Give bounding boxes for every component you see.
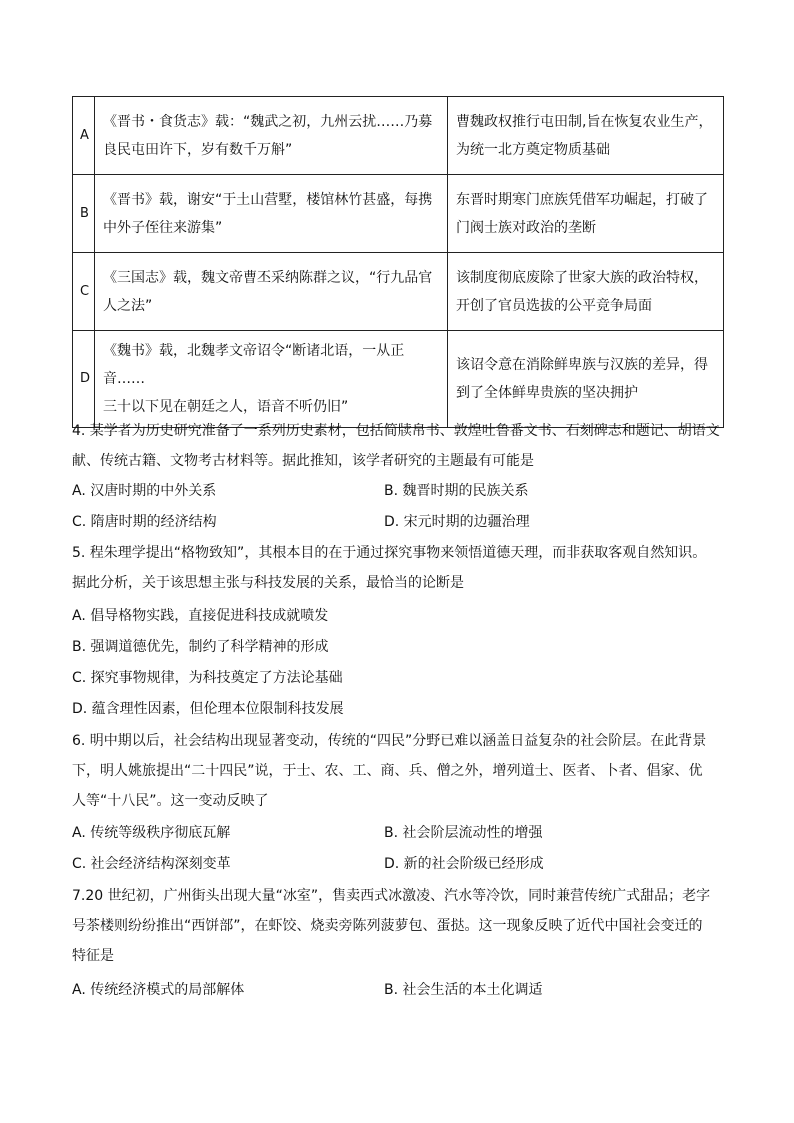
question-4-options-row-2	[72, 507, 726, 537]
row-letter: A	[73, 97, 95, 175]
question-5-option-b	[72, 632, 726, 662]
question-6-stem: 6. 明中期以后，社会结构出现显著变动，传统的“四民”分野已难以涵盖日益复杂的社会阶层。在此背景 下，明人姚旅提出“二十四民”说，于士、农、工、商、兵、僧之外，增列道士、医者、卜者、倡家、优 人等“十八民”。这一变动反映了	[72, 733, 707, 809]
question-5-option-d	[72, 694, 726, 724]
question-6-options-row-1	[72, 818, 726, 848]
option-d[interactable]: D. 宋元时期的边疆治理	[384, 514, 530, 530]
question-6-options-row-2	[72, 849, 726, 879]
source-cell: 《魏书》载，北魏孝文帝诏令“断诸北语，一从正音…… 三十以下见在朝廷之人，语音不听仍旧”	[95, 331, 448, 428]
option-d[interactable]: D. 蕴含理性因素，但伦理本位限制科技发展	[72, 701, 344, 717]
option-a[interactable]: A. 倡导格物实践，直接促进科技成就喷发	[72, 608, 329, 624]
option-b[interactable]: B. 社会生活的本土化调适	[384, 982, 543, 998]
row-letter: C	[73, 253, 95, 331]
option-c[interactable]: C. 社会经济结构深刻变革	[72, 856, 231, 872]
option-b[interactable]: B. 社会阶层流动性的增强	[384, 825, 543, 841]
row-letter: B	[73, 175, 95, 253]
source-cell: 《晋书》载，谢安“于土山营墅，楼馆林竹甚盛，每携 中外子侄往来游集”	[95, 175, 448, 253]
question-7-stem: 7.20 世纪初，广州街头出现大量“冰室”，售卖西式冰激凌、汽水等冷饮，同时兼营传统广式甜品；老字 号茶楼则纷纷推出“西饼部”，在虾饺、烧卖旁陈列菠萝包、蛋挞。这一现象反映了近代中国社会变迁的 特征是	[72, 888, 711, 964]
option-a[interactable]: A. 传统经济模式的局部解体	[72, 982, 245, 998]
table-row	[73, 97, 724, 175]
question-5-stem: 5. 程朱理学提出“格物致知”，其根本目的在于通过探究事物来领悟道德天理，而非获取客观自然知识。 据此分析，关于该思想主张与科技发展的关系，最恰当的论断是	[72, 545, 707, 591]
conclusion-cell: 该制度彻底废除了世家大族的政治特权， 开创了官员选拔的公平竞争局面	[448, 253, 724, 331]
question-4-options-row-1	[72, 476, 726, 506]
table-row	[73, 253, 724, 331]
question-4-stem: 4. 某学者为历史研究准备了一系列历史素材，包括简牍帛书、敦煌吐鲁番文书、石刻碑志和题记、胡语文 献、传统古籍、文物考古材料等。据此推知，该学者研究的主题最有可能是	[72, 423, 720, 469]
option-a[interactable]: A. 汉唐时期的中外关系	[72, 483, 217, 499]
question-5-option-c	[72, 663, 726, 693]
options-table	[72, 96, 724, 428]
option-d[interactable]: D. 新的社会阶级已经形成	[384, 856, 544, 872]
conclusion-cell: 曹魏政权推行屯田制,旨在恢复农业生产， 为统一北方奠定物质基础	[448, 97, 724, 175]
table-row	[73, 331, 724, 428]
question-5-option-a	[72, 601, 726, 631]
source-cell: 《晋书・食货志》载：“魏武之初，九州云扰……乃募 良民屯田许下，岁有数千万斛”	[95, 97, 448, 175]
question-7-options-row-1	[72, 975, 726, 1005]
option-c[interactable]: C. 隋唐时期的经济结构	[72, 514, 217, 530]
table-row	[73, 175, 724, 253]
option-b[interactable]: B. 魏晋时期的民族关系	[384, 483, 529, 499]
option-b[interactable]: B. 强调道德优先，制约了科学精神的形成	[72, 639, 329, 655]
source-cell: 《三国志》载，魏文帝曹丕采纳陈群之议，“行九品官 人之法”	[95, 253, 448, 331]
option-a[interactable]: A. 传统等级秩序彻底瓦解	[72, 825, 231, 841]
row-letter: D	[73, 331, 95, 428]
conclusion-cell: 东晋时期寒门庶族凭借军功崛起，打破了 门阀士族对政治的垄断	[448, 175, 724, 253]
option-c[interactable]: C. 探究事物规律，为科技奠定了方法论基础	[72, 670, 343, 686]
conclusion-cell: 该诏令意在消除鲜卑族与汉族的差异，得 到了全体鲜卑贵族的坚决拥护	[448, 331, 724, 428]
